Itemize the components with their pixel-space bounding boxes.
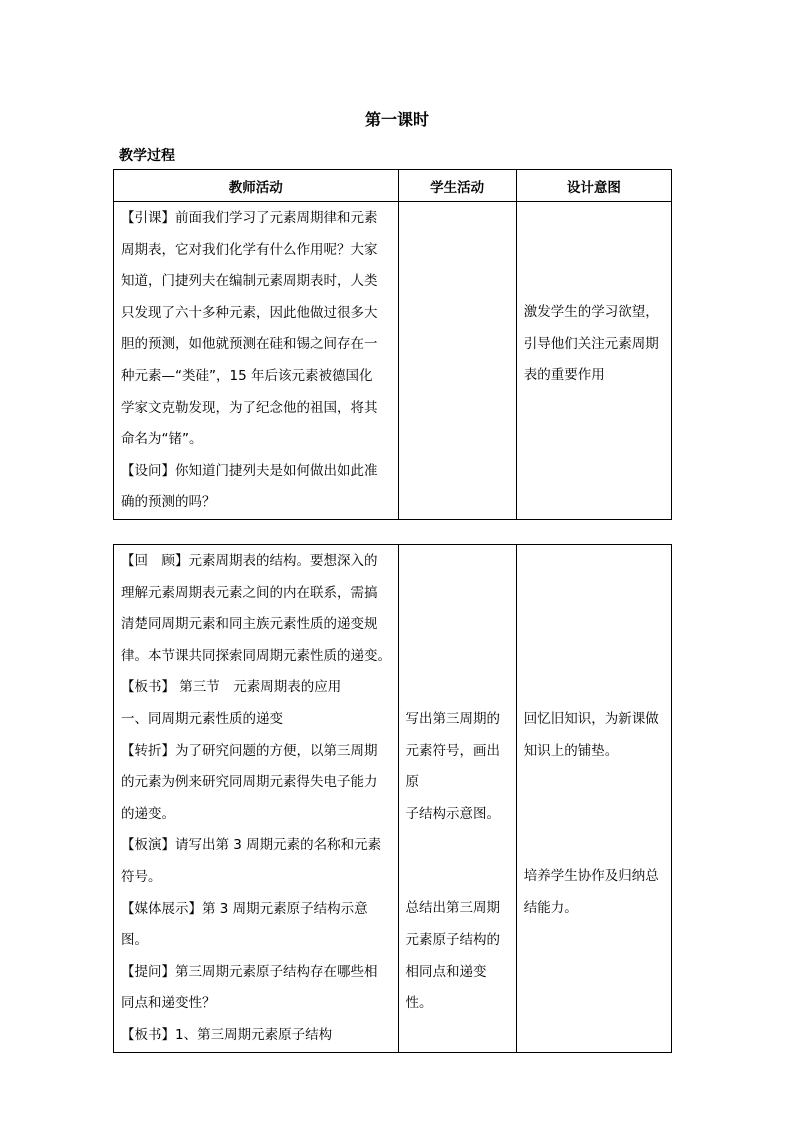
text-line: 【板书】1、第三周期元素原子结构 <box>121 1026 333 1043</box>
text-line: 【提问】第三周期元素原子结构存在哪些相 <box>121 963 378 980</box>
text-line: 回忆旧知识，为新课做 <box>523 711 659 727</box>
text-line: 种元素—“类硅”，15 年后该元素被德国化 <box>121 367 373 384</box>
header-teacher-activity: 教师活动 <box>114 170 399 202</box>
text-line: 的递变。 <box>121 805 175 822</box>
text-line: 清楚同周期元素和同主族元素性质的递变规 <box>121 616 378 633</box>
lesson-table-1 <box>113 169 672 520</box>
student-activity-cell <box>398 202 516 520</box>
header-student-activity: 学生活动 <box>398 170 516 202</box>
text-line: 胆的预测，如他就预测在硅和锡之间存在一 <box>121 336 378 353</box>
table-row <box>114 202 672 520</box>
text-line: 【媒体展示】第 3 周期元素原子结构示意图。 <box>121 900 368 949</box>
teacher-activity-cell <box>114 545 399 1053</box>
text-line: 引导他们关注元素周期 <box>523 335 659 352</box>
text-line: 培养学生协作及归纳总 <box>523 868 659 885</box>
text-line: 符号。 <box>121 868 162 885</box>
text-line: 相同点和递变性。 <box>405 963 487 1012</box>
text-line: 【转折】为了研究问题的方便，以第三周期 <box>121 742 378 759</box>
text-line: 写出第三周期的 <box>405 711 500 727</box>
text-line: 确的预测的吗？ <box>121 494 216 511</box>
table-header-row <box>114 170 672 202</box>
text-line: 元素符号，画出原 <box>405 742 500 791</box>
text-line: 知识上的铺垫。 <box>523 742 619 759</box>
text-line: 学家文克勒发现，为了纪念他的祖国，将其 <box>121 399 378 416</box>
section-heading: 教学过程 <box>119 148 175 164</box>
text-line: 【回 顾】元素周期表的结构。要想深入的 <box>121 553 378 569</box>
teacher-activity-cell <box>114 202 399 520</box>
text-line: 表的重要作用 <box>523 367 605 384</box>
text-line: 理解元素周期表元素之间的内在联系，需搞 <box>121 584 378 601</box>
text-line: 总结出第三周期 <box>405 900 500 917</box>
text-line: 激发学生的学习欲望， <box>523 304 659 320</box>
table-row <box>114 545 672 1053</box>
text-line: 命名为“锗”。 <box>121 431 203 448</box>
text-line: 结能力。 <box>523 899 578 916</box>
header-design-intent: 设计意图 <box>516 170 671 202</box>
text-line: 【设问】你知道门捷列夫是如何做出如此准 <box>121 462 378 479</box>
text-line: 元素原子结构的 <box>405 931 500 948</box>
text-line: 只发现了六十多种元素，因此他做过很多大 <box>121 304 378 321</box>
text-line: 律。本节课共同探索同周期元素性质的递变。 <box>121 647 391 664</box>
design-intent-cell <box>516 202 671 520</box>
text-line: 一、同周期元素性质的递变 <box>121 710 283 727</box>
page-title: 第一课时 <box>364 110 429 129</box>
text-line: 周期表，它对我们化学有什么作用呢？大家 <box>121 241 378 258</box>
design-intent-cell <box>516 545 671 1053</box>
text-line: 同点和递变性？ <box>121 995 216 1012</box>
text-line: 子结构示意图。 <box>405 805 500 822</box>
student-activity-cell <box>398 545 516 1053</box>
text-line: 【引课】前面我们学习了元素周期律和元素 <box>121 210 378 226</box>
text-line: 【板演】请写出第 3 周期元素的名称和元素 <box>121 837 382 854</box>
lesson-table-2 <box>113 544 672 1053</box>
text-line: 【板书】 第三节 元素周期表的应用 <box>121 679 342 696</box>
text-line: 知道，门捷列夫在编制元素周期表时，人类 <box>121 273 378 290</box>
text-line: 的元素为例来研究同周期元素得失电子能力 <box>121 774 378 791</box>
